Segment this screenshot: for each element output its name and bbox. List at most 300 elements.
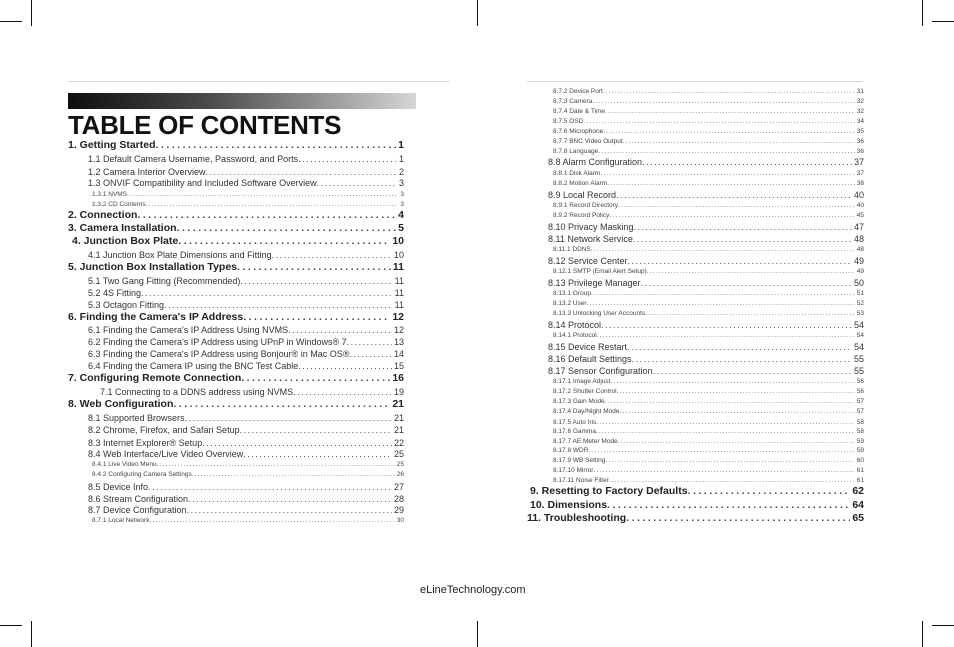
toc-page-number: 48 [853, 234, 864, 244]
toc-leader-dots [157, 461, 395, 468]
toc-entry[interactable] [92, 471, 404, 480]
toc-entry[interactable] [553, 268, 864, 277]
toc-page-number: 55 [853, 366, 864, 376]
toc-leader-dots [600, 170, 854, 177]
toc-leader-dots [598, 148, 855, 155]
toc-entry-title: 8.4 Web Interface/Live Video Overview [88, 449, 244, 459]
toc-leader-dots [628, 256, 852, 266]
toc-leader-dots [202, 438, 392, 448]
toc-page-number: 58 [856, 419, 864, 426]
toc-entry[interactable] [88, 178, 404, 189]
toc-page-number: 11 [394, 276, 404, 286]
toc-entry-title: 8.7.7 BNC Video Output [553, 138, 623, 145]
toc-entry-title: 8.17.1 Image Adjust [553, 378, 611, 385]
toc-page-number: 57 [856, 398, 864, 405]
toc-entry-title: 6.2 Finding the Camera's IP Address using UPnP in Windows® 7 [88, 337, 347, 347]
toc-leader-dots [237, 261, 391, 273]
toc-page-number: 32 [856, 98, 864, 105]
toc-entry-title: 5.2 4S Fitting [88, 288, 142, 298]
toc-entry[interactable] [88, 276, 404, 287]
toc-leader-dots [641, 278, 852, 288]
toc-leader-dots [645, 310, 855, 317]
toc-page-number: 21 [393, 425, 404, 435]
toc-entry-title: 4.1 Junction Box Plate Dimensions and Fitting [88, 250, 272, 260]
toc-entry[interactable] [88, 288, 404, 299]
toc-entry[interactable] [548, 234, 864, 245]
toc-page-number: 11 [392, 261, 404, 273]
toc-entry-title: 8.12 Service Center [548, 256, 628, 266]
toc-entry-title: 8.7.5 OSD [553, 118, 584, 125]
toc-leader-dots [137, 209, 396, 221]
toc-leader-dots [156, 139, 397, 151]
toc-leader-dots [607, 499, 850, 511]
toc-entry[interactable] [88, 425, 404, 436]
toc-page-number: 38 [856, 180, 864, 187]
toc-entry[interactable] [553, 148, 864, 157]
toc-entry-title: 8.7.4 Date & Time [553, 108, 606, 115]
toc-entry-title: 8.17.7 AE Meter Mode [553, 438, 618, 445]
toc-leader-dots [607, 180, 855, 187]
toc-page-number: 45 [856, 212, 864, 219]
toc-entry[interactable] [548, 342, 864, 353]
toc-leader-dots [597, 332, 855, 339]
crop-mark [0, 625, 22, 626]
toc-entry-title: 2. Connection [68, 209, 138, 221]
toc-page-number: 1 [398, 139, 404, 151]
toc-entry-title: 8.17.8 WDR [553, 447, 589, 454]
toc-page-number: 25 [393, 449, 404, 459]
toc-entry-title: 8.13 Privilege Manager [548, 278, 641, 288]
toc-leader-dots [288, 325, 392, 335]
toc-leader-dots [596, 419, 854, 426]
toc-leader-dots [583, 118, 854, 125]
toc-entry[interactable] [88, 250, 404, 261]
toc-entry-title: 8.8.2 Motion Alarm [553, 180, 608, 187]
toc-entry[interactable] [88, 438, 404, 449]
toc-leader-dots [243, 449, 392, 459]
toc-page-number: 36 [856, 148, 864, 155]
toc-page-number: 40 [853, 190, 864, 200]
toc-entry[interactable] [553, 170, 864, 179]
toc-entry-title: 8.17 Sensor Configuration [548, 366, 653, 376]
toc-entry[interactable] [88, 349, 404, 360]
toc-entry-title: 8.12.1 SMTP (Email Alert Setup) [553, 268, 647, 275]
toc-entry[interactable] [548, 354, 864, 365]
toc-leader-dots [206, 167, 397, 177]
toc-leader-dots [187, 505, 392, 515]
toc-leader-dots [177, 222, 397, 234]
toc-leader-dots [141, 288, 393, 298]
crop-mark [477, 621, 478, 647]
toc-page-number: 54 [853, 320, 864, 330]
toc-leader-dots [601, 320, 852, 330]
toc-entry[interactable] [72, 235, 404, 248]
toc-leader-dots [610, 378, 854, 385]
toc-page-number: 11 [394, 288, 404, 298]
toc-page-number: 60 [856, 457, 864, 464]
toc-entry-title: 8.5 Device Info [88, 482, 149, 492]
toc-page-number: 29 [393, 505, 404, 515]
toc-page-number: 47 [853, 222, 864, 232]
toc-entry[interactable] [548, 366, 864, 377]
gradient-banner [68, 93, 416, 109]
toc-entry[interactable] [553, 398, 864, 407]
toc-entry-title: 8.17.11 Noise Filter [553, 477, 609, 484]
toc-leader-dots [653, 366, 852, 376]
toc-leader-dots [605, 108, 855, 115]
toc-entry[interactable] [553, 108, 864, 117]
toc-entry-title: 8.8 Alarm Configuration [548, 157, 643, 167]
toc-page-number: 54 [853, 342, 864, 352]
toc-entry-title: 9. Resetting to Factory Defaults [530, 485, 688, 497]
toc-entry-title: 11. Troubleshooting [527, 512, 627, 524]
toc-page-number: 51 [856, 290, 864, 297]
toc-page-number: 58 [856, 428, 864, 435]
toc-entry-title: 8.7.8 Language [553, 148, 599, 155]
toc-entry[interactable] [88, 449, 404, 460]
toc-entry-title: 8.6 Stream Configuration [88, 494, 189, 504]
toc-entry-title: 8.15 Device Restart [548, 342, 628, 352]
toc-leader-dots [588, 447, 854, 454]
top-rule-right [527, 81, 863, 82]
toc-page-number: 61 [856, 467, 864, 474]
toc-entry-title: 8.17.6 Gamma [553, 428, 596, 435]
toc-entry[interactable] [88, 494, 404, 505]
toc-page-number: 56 [856, 388, 864, 395]
toc-leader-dots [626, 512, 850, 524]
toc-leader-dots [127, 191, 398, 198]
toc-page-number: 62 [852, 485, 864, 497]
toc-leader-dots [616, 190, 852, 200]
crop-mark [922, 0, 923, 26]
toc-leader-dots [603, 128, 855, 135]
toc-entry-title: 8.7.3 Camera [553, 98, 593, 105]
toc-entry-title: 8. Web Configuration [68, 398, 174, 410]
toc-leader-dots [178, 235, 390, 247]
toc-entry[interactable] [68, 372, 404, 385]
toc-page-number: 10 [392, 235, 404, 247]
toc-entry[interactable] [553, 180, 864, 189]
toc-entry-title: 1.3.1 NVMS [92, 191, 128, 198]
toc-entry[interactable] [88, 505, 404, 516]
toc-entry-title: 4. Junction Box Plate [72, 235, 179, 247]
toc-entry-title: 3. Camera Installation [68, 222, 177, 234]
toc-leader-dots [592, 98, 854, 105]
toc-entry[interactable] [553, 300, 864, 309]
toc-entry-title: 10. Dimensions [530, 499, 608, 511]
toc-entry-title: 1.3.2 CD Contents [92, 201, 146, 208]
toc-entry-title: 8.4.1 Live Video Menu [92, 461, 157, 468]
toc-leader-dots [243, 311, 390, 323]
toc-entry[interactable] [92, 517, 404, 526]
toc-entry[interactable] [88, 361, 404, 372]
toc-leader-dots [688, 485, 851, 497]
toc-entry-title: 8.17.5 Auto Iris [553, 419, 597, 426]
toc-leader-dots [596, 428, 855, 435]
toc-entry-title: 6.1 Finding the Camera's IP Address Using NVMS [88, 325, 289, 335]
toc-entry[interactable] [553, 138, 864, 147]
toc-entry[interactable] [88, 154, 404, 165]
toc-page-number: 48 [856, 246, 864, 253]
toc-page-number: 31 [856, 88, 864, 95]
toc-leader-dots [164, 300, 393, 310]
toc-page-number: 59 [856, 438, 864, 445]
toc-entry-title: 8.11 Network Service [548, 234, 633, 244]
toc-page-number: 11 [394, 300, 404, 310]
toc-entry[interactable] [548, 320, 864, 331]
toc-entry-title: 8.17.9 WB Setting [553, 457, 606, 464]
toc-entry[interactable] [553, 378, 864, 387]
toc-leader-dots [145, 201, 398, 208]
toc-entry[interactable] [68, 261, 404, 274]
toc-leader-dots [619, 408, 854, 415]
toc-entry[interactable] [548, 157, 864, 168]
toc-page-number: 64 [852, 499, 864, 511]
toc-leader-dots [188, 494, 392, 504]
toc-page-number: 12 [393, 325, 404, 335]
toc-entry[interactable] [553, 310, 864, 319]
toc-entry-title: 1.3 ONVIF Compatibility and Included Software Overview [88, 178, 317, 188]
toc-entry[interactable] [553, 98, 864, 107]
toc-entry[interactable] [553, 428, 864, 437]
toc-entry[interactable] [553, 408, 864, 417]
toc-leader-dots [293, 387, 392, 397]
toc-entry-title: 6.3 Finding the Camera's IP Address using Bonjour® in Mac OS® [88, 349, 350, 359]
toc-entry[interactable] [553, 447, 864, 456]
toc-leader-dots [185, 413, 392, 423]
toc-entry-title: 8.7.1 Local Network [92, 517, 150, 524]
toc-entry[interactable] [88, 337, 404, 348]
toc-leader-dots [593, 467, 854, 474]
toc-entry-title: 8.3 Internet Explorer® Setup [88, 438, 203, 448]
toc-page-number: 25 [396, 461, 404, 468]
toc-entry[interactable] [553, 88, 864, 97]
toc-entry[interactable] [553, 212, 864, 221]
toc-leader-dots [632, 354, 852, 364]
toc-page-number: 49 [856, 268, 864, 275]
toc-entry[interactable] [68, 311, 404, 324]
toc-entry-title: 8.16 Default Settings [548, 354, 632, 364]
toc-leader-dots [633, 234, 852, 244]
toc-leader-dots [603, 88, 855, 95]
toc-page-number: 40 [856, 202, 864, 209]
toc-page-number: 4 [398, 209, 404, 221]
toc-entry-title: 8.7.2 Device Port [553, 88, 603, 95]
toc-entry[interactable] [553, 246, 864, 255]
toc-entry-title: 1. Getting Started [68, 139, 156, 151]
toc-page-number: 35 [856, 128, 864, 135]
toc-page-number: 36 [856, 138, 864, 145]
crop-mark [31, 621, 32, 647]
toc-leader-dots [148, 482, 392, 492]
toc-entry-title: 7.1 Connecting to a DDNS address using NVMS [100, 387, 294, 397]
toc-leader-dots [298, 361, 392, 371]
toc-leader-dots [587, 300, 855, 307]
toc-entry[interactable] [548, 256, 864, 267]
toc-entry-title: 8.9.1 Record Directory [553, 202, 619, 209]
toc-entry-title: 8.9.2 Record Policy [553, 212, 610, 219]
toc-page-number: 34 [856, 118, 864, 125]
toc-leader-dots [634, 222, 852, 232]
toc-page-number: 37 [856, 170, 864, 177]
crop-mark [0, 21, 22, 22]
toc-entry-title: 8.10 Privacy Masking [548, 222, 634, 232]
toc-entry[interactable] [553, 332, 864, 341]
toc-entry-title: 8.7 Device Configuration [88, 505, 187, 515]
toc-entry-title: 8.9 Local Record [548, 190, 617, 200]
toc-leader-dots [349, 349, 392, 359]
toc-entry[interactable] [88, 167, 404, 178]
toc-entry[interactable] [530, 499, 864, 512]
toc-page-number: 3 [400, 201, 404, 208]
toc-entry[interactable] [553, 457, 864, 466]
toc-leader-dots [605, 457, 854, 464]
toc-leader-dots [618, 202, 855, 209]
toc-leader-dots [298, 154, 397, 164]
toc-entry-title: 5.1 Two Gang Fitting (Recommended) [88, 276, 241, 286]
toc-page-number: 16 [392, 372, 404, 384]
toc-page-number: 22 [393, 438, 404, 448]
toc-entry-title: 8.7.6 Microphone [553, 128, 604, 135]
toc-page-number: 2 [398, 167, 404, 177]
toc-entry[interactable] [553, 438, 864, 447]
toc-leader-dots [605, 398, 855, 405]
toc-leader-dots [623, 138, 855, 145]
toc-entry[interactable] [68, 398, 404, 411]
toc-entry-title: 8.1 Supported Browsers [88, 413, 185, 423]
toc-leader-dots [591, 246, 855, 253]
crop-mark [922, 621, 923, 647]
toc-entry-title: 8.11.1 DDNS [553, 246, 591, 253]
toc-entry[interactable] [88, 300, 404, 311]
toc-entry[interactable] [68, 222, 404, 235]
toc-page-number: 27 [393, 482, 404, 492]
toc-page-number: 50 [853, 278, 864, 288]
toc-entry[interactable] [68, 209, 404, 222]
toc-entry-title: 7. Configuring Remote Connection [68, 372, 242, 384]
toc-entry-title: 1.1 Default Camera Username, Password, and Ports [88, 154, 299, 164]
toc-page-number: 28 [393, 494, 404, 504]
toc-page-number: 52 [856, 300, 864, 307]
toc-page-number: 57 [856, 408, 864, 415]
toc-entry[interactable] [527, 512, 864, 525]
toc-entry[interactable] [553, 419, 864, 428]
toc-entry[interactable] [548, 278, 864, 289]
toc-page-number: 54 [856, 332, 864, 339]
toc-entry[interactable] [530, 485, 864, 498]
toc-page-number: 26 [396, 471, 404, 478]
toc-page-number: 1 [398, 154, 404, 164]
toc-page-number: 37 [853, 157, 864, 167]
toc-leader-dots [647, 268, 855, 275]
crop-mark [932, 625, 954, 626]
toc-leader-dots [240, 276, 392, 286]
toc-entry-title: 8.17.3 Gain Mode [553, 398, 605, 405]
crop-mark [31, 0, 32, 26]
toc-entry-title: 8.14 Protocol [548, 320, 602, 330]
toc-entry-title: 8.13.2 User [553, 300, 587, 307]
toc-page-number: 49 [853, 256, 864, 266]
toc-entry[interactable] [88, 325, 404, 336]
toc-page-number: 3 [398, 178, 404, 188]
toc-entry[interactable] [88, 482, 404, 493]
toc-entry[interactable] [553, 118, 864, 127]
toc-leader-dots [627, 342, 852, 352]
toc-page-number: 14 [393, 349, 404, 359]
toc-entry-title: 8.13.1 Group [553, 290, 591, 297]
crop-mark [477, 0, 478, 26]
toc-leader-dots [192, 471, 395, 478]
toc-page-number: 53 [856, 310, 864, 317]
toc-leader-dots [617, 388, 855, 395]
toc-entry-title: 8.17.10 Mirror [553, 467, 594, 474]
toc-entry[interactable] [553, 388, 864, 397]
toc-entry[interactable] [553, 290, 864, 299]
toc-leader-dots [609, 477, 855, 484]
page-title: TABLE OF CONTENTS [68, 110, 342, 140]
toc-page-number: 21 [393, 413, 404, 423]
toc-page-number: 5 [398, 222, 404, 234]
toc-entry[interactable] [92, 191, 404, 200]
toc-page-number: 65 [852, 512, 864, 524]
toc-leader-dots [240, 425, 392, 435]
toc-leader-dots [241, 372, 390, 384]
toc-entry-title: 8.13.3 Unlocking User Accounts [553, 310, 646, 317]
toc-entry-title: 6. Finding the Camera's IP Address [68, 311, 244, 323]
toc-leader-dots [609, 212, 854, 219]
toc-page-number: 56 [856, 378, 864, 385]
toc-page-number: 15 [393, 361, 404, 371]
toc-leader-dots [347, 337, 392, 347]
toc-page-number: 55 [853, 354, 864, 364]
toc-page-number: 12 [392, 311, 404, 323]
toc-entry[interactable] [68, 139, 404, 152]
toc-page-number: 59 [856, 447, 864, 454]
toc-page-number: 61 [856, 477, 864, 484]
toc-page-number: 32 [856, 108, 864, 115]
toc-entry-title: 8.14.1 Protocol [553, 332, 597, 339]
toc-entry-title: 8.4.2 Configuring Camera Settings [92, 471, 192, 478]
toc-page-number: 3 [400, 191, 404, 198]
toc-entry[interactable] [548, 190, 864, 201]
toc-entry-title: 8.2 Chrome, Firefox, and Safari Setup [88, 425, 240, 435]
toc-leader-dots [149, 517, 394, 524]
toc-page-number: 30 [396, 517, 404, 524]
toc-leader-dots [317, 178, 397, 188]
top-rule-left [68, 81, 450, 82]
toc-entry[interactable] [88, 413, 404, 424]
toc-leader-dots [642, 157, 852, 167]
toc-entry-title: 6.4 Finding the Camera IP using the BNC Test Cable [88, 361, 299, 371]
toc-leader-dots [272, 250, 392, 260]
toc-entry-title: 8.17.4 Day/Night Mode [553, 408, 620, 415]
toc-entry[interactable] [100, 387, 404, 398]
toc-entry-title: 8.17.2 Shutter Control [553, 388, 617, 395]
toc-page-number: 13 [393, 337, 404, 347]
toc-entry[interactable] [548, 222, 864, 233]
toc-entry-title: 5.3 Octagon Fitting [88, 300, 165, 310]
toc-entry[interactable] [92, 461, 404, 470]
toc-page-number: 21 [392, 398, 404, 410]
toc-page-number: 10 [393, 250, 404, 260]
toc-leader-dots [618, 438, 855, 445]
toc-leader-dots [173, 398, 390, 410]
toc-entry[interactable] [553, 202, 864, 211]
toc-entry[interactable] [553, 467, 864, 476]
crop-mark [932, 21, 954, 22]
toc-entry-title: 5. Junction Box Installation Types [68, 261, 237, 273]
toc-entry[interactable] [553, 128, 864, 137]
